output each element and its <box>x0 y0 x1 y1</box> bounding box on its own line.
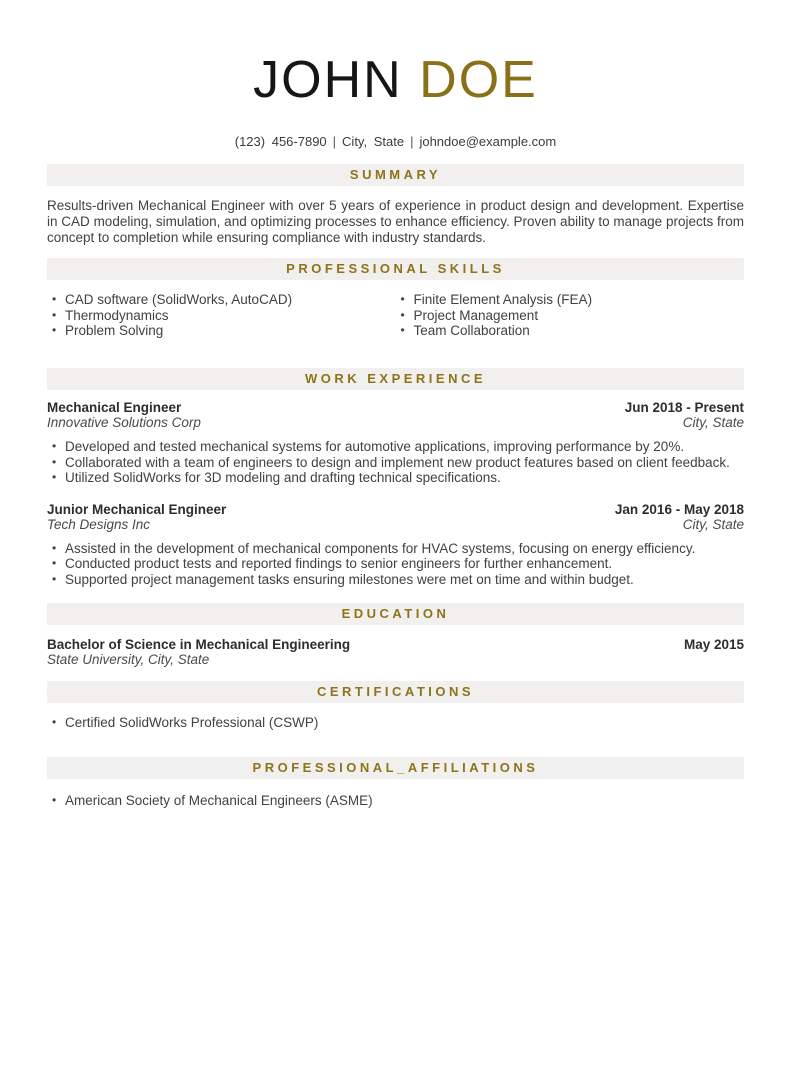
first-name: JOHN <box>253 51 403 109</box>
section-header-work-experience: WORK EXPERIENCE <box>47 368 744 390</box>
skill-item: • Thermodynamics <box>47 308 396 324</box>
job-dates: Jan 2016 - May 2018 <box>614 501 744 517</box>
degree-title: Bachelor of Science in Mechanical Engineering <box>47 636 351 652</box>
affiliation-list <box>47 793 744 809</box>
job-company: Tech Designs Inc <box>47 517 151 533</box>
skill-item: • CAD software (SolidWorks, AutoCAD) <box>47 292 396 308</box>
job-title: Junior Mechanical Engineer <box>47 501 227 517</box>
skills-column-left <box>47 292 396 339</box>
phone-number: (123) 456-7890 <box>234 134 327 150</box>
school-name: State University, City, State <box>47 652 210 668</box>
affiliation-item: • American Society of Mechanical Engineers (ASME) <box>47 793 744 809</box>
summary-paragraph: Results-driven Mechanical Engineer with over 5 years of experience in product design and development. Expertise in CAD modeling, simulation, and optimizing processes to enhance efficiency. Proven ability to manage projects from concept to completion while ensuring compliance with industry standards. <box>47 198 744 246</box>
skills-columns <box>47 292 744 339</box>
job-company: Innovative Solutions Corp <box>47 415 201 431</box>
skills-column-right <box>396 292 745 339</box>
job-location: City, State <box>682 415 744 431</box>
certification-item: • Certified SolidWorks Professional (CSWP) <box>47 715 744 731</box>
section-header-affiliations: PROFESSIONAL_AFFILIATIONS <box>47 757 744 779</box>
certification-list <box>47 715 744 731</box>
education-entry <box>47 637 744 668</box>
job-dates: Jun 2018 - Present <box>624 399 744 415</box>
job-bullet: • Supported project management tasks ensuring milestones were met on time and within budget. <box>47 572 744 588</box>
separator: | <box>332 134 337 150</box>
section-header-skills: PROFESSIONAL SKILLS <box>47 258 744 280</box>
location-text: City, State <box>342 134 405 150</box>
skill-item: • Project Management <box>396 308 745 324</box>
candidate-name <box>47 52 744 109</box>
skill-item: • Finite Element Analysis (FEA) <box>396 292 745 308</box>
job-location: City, State <box>682 517 744 533</box>
contact-line <box>47 134 744 149</box>
job-bullet: • Utilized SolidWorks for 3D modeling and drafting technical specifications. <box>47 470 744 486</box>
job-entry-header <box>47 502 744 533</box>
email-text: johndoe@example.com <box>419 134 557 150</box>
separator: | <box>410 134 414 150</box>
job-title: Mechanical Engineer <box>47 399 182 415</box>
last-name: DOE <box>419 51 538 109</box>
skill-item: • Team Collaboration <box>396 323 745 339</box>
job-bullet: • Developed and tested mechanical systems for automotive applications, improving performance by 20%. <box>47 439 744 455</box>
resume-page <box>0 52 791 1076</box>
job-bullet: • Conducted product tests and reported findings to senior engineers for further enhancement. <box>47 556 744 572</box>
graduation-date: May 2015 <box>683 636 744 652</box>
skill-item: • Problem Solving <box>47 323 396 339</box>
job-bullet: • Collaborated with a team of engineers to design and implement new product features based on client feedback. <box>47 455 744 471</box>
section-header-education: EDUCATION <box>47 603 744 625</box>
job-bullet-list <box>47 541 744 588</box>
job-entry-header <box>47 400 744 431</box>
job-bullet: • Assisted in the development of mechanical components for HVAC systems, focusing on energy efficiency. <box>47 541 744 557</box>
job-bullet-list <box>47 439 744 486</box>
section-header-certifications: CERTIFICATIONS <box>47 681 744 703</box>
section-header-summary: SUMMARY <box>47 164 744 186</box>
